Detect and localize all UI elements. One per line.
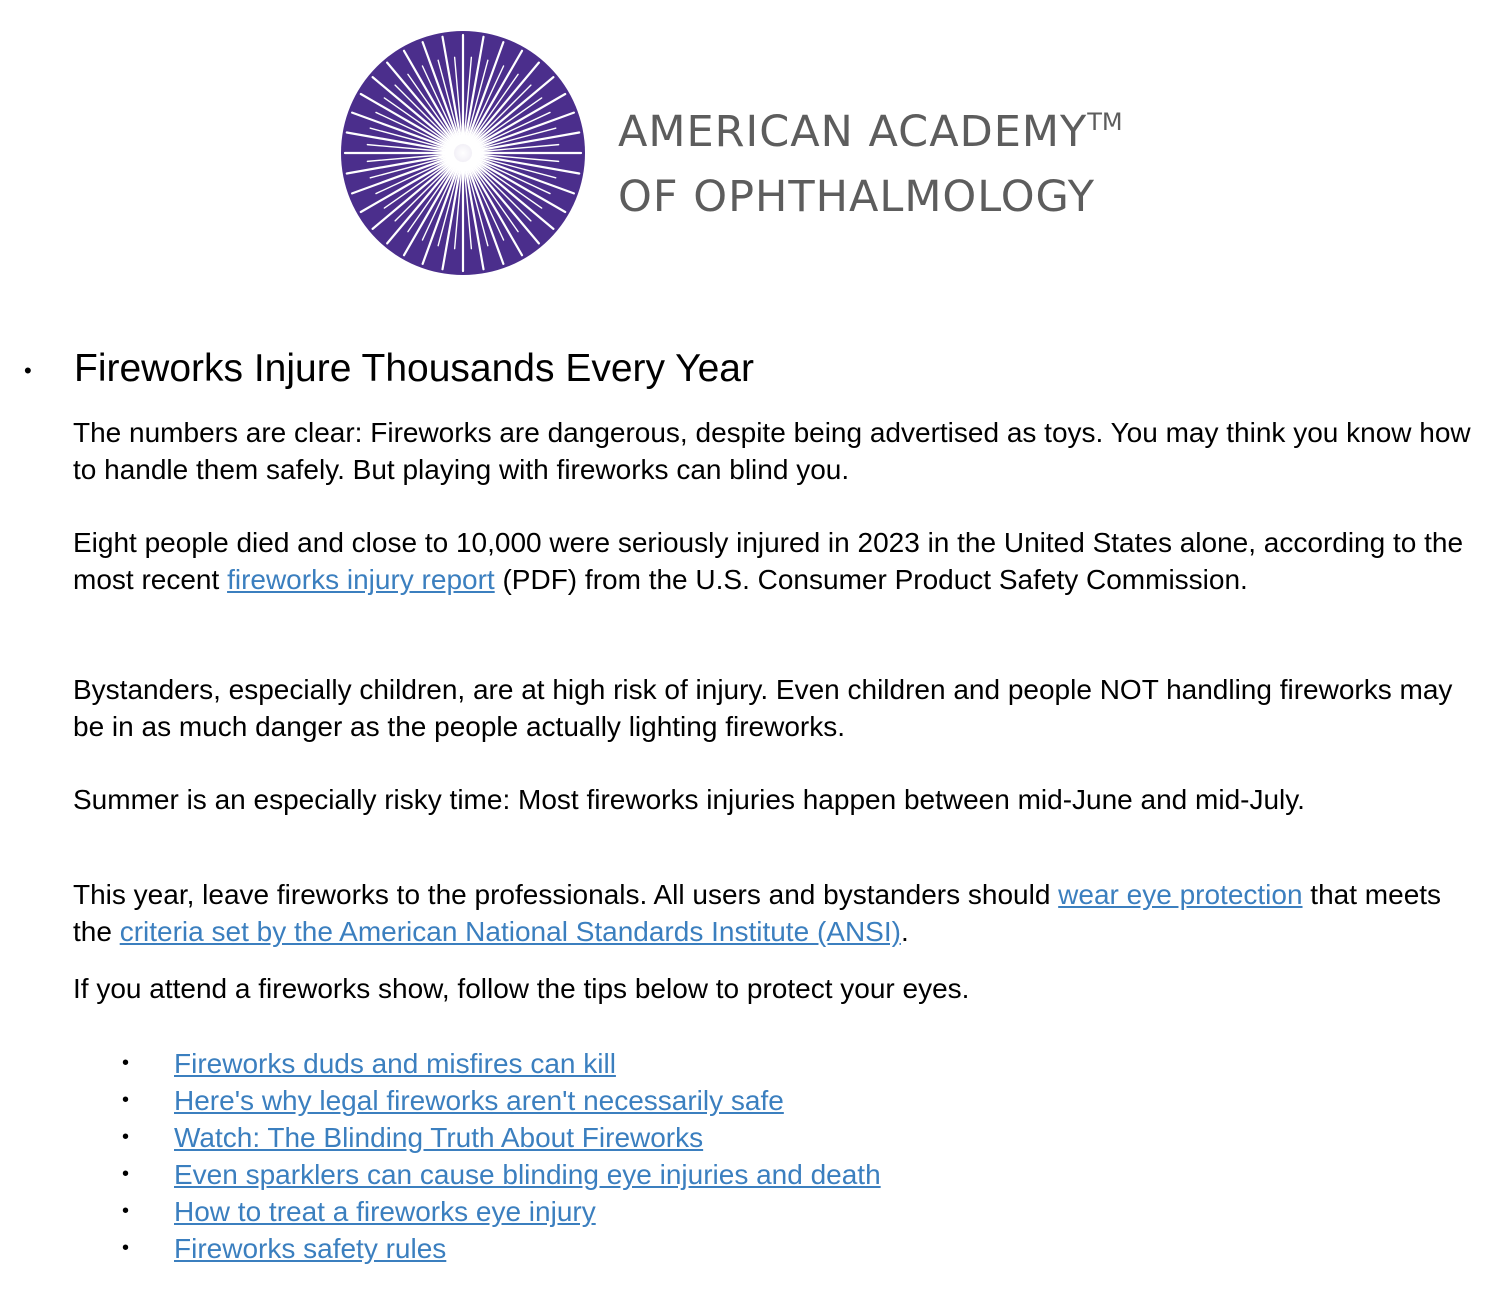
tip-link-legal-fireworks[interactable]: Here's why legal fireworks aren't necessarily safe — [174, 1085, 784, 1116]
starburst-logo-icon — [338, 28, 588, 278]
tips-intro-paragraph: If you attend a fireworks show, follow the tips below to protect your eyes. — [73, 973, 970, 1004]
ansi-criteria-link[interactable]: criteria set by the American National Standards Institute (ANSI) — [119, 916, 901, 947]
trademark-mark: TM — [1087, 108, 1123, 136]
eye-protection-text-after: . — [900, 916, 909, 947]
statistics-text-after: (PDF) from the U.S. Consumer Product Safety Commission. — [494, 564, 1248, 595]
wear-eye-protection-link[interactable]: wear eye protection — [1058, 879, 1303, 910]
tip-link-duds-misfires[interactable]: Fireworks duds and misfires can kill — [174, 1048, 616, 1079]
tip-link-treat-eye-injury[interactable]: How to treat a fireworks eye injury — [174, 1196, 596, 1227]
logo-line-1 — [618, 90, 1123, 165]
article-heading: Fireworks Injure Thousands Every Year — [74, 347, 754, 390]
list-bullet: • — [122, 1126, 130, 1148]
list-bullet: • — [122, 1237, 130, 1259]
list-bullet: • — [122, 1089, 130, 1111]
list-bullet: • — [122, 1163, 130, 1185]
summer-paragraph: Summer is an especially risky time: Most fireworks injuries happen between mid-June and mid-July. — [73, 784, 1305, 815]
intro-paragraph: The numbers are clear: Fireworks are dangerous, despite being advertised as toys. You may think you know how to handle them safely. But playing with fireworks can blind you. — [73, 417, 1471, 485]
logo-line-1-text: AMERICAN ACADEMY — [618, 107, 1088, 157]
aao-logo — [338, 28, 1208, 278]
statistics-text-before: Eight people died and close to 10,000 were seriously injured in 2023 in the United States alone, according to the most recent — [73, 527, 1464, 595]
bystanders-paragraph: Bystanders, especially children, are at high risk of injury. Even children and people NOT handling fireworks may be in as much danger as the people actually lighting fireworks. — [73, 674, 1453, 742]
eye-protection-text-middle: that meets the — [73, 879, 1442, 947]
eye-protection-text-before: This year, leave fireworks to the professionals. All users and bystanders should — [73, 879, 1059, 910]
list-bullet: • — [122, 1052, 130, 1074]
logo-line-2: OF OPHTHALMOLOGY — [618, 172, 1095, 222]
tip-link-safety-rules[interactable]: Fireworks safety rules — [174, 1233, 447, 1264]
section-bullet: • — [24, 358, 32, 383]
tip-link-blinding-truth-video[interactable]: Watch: The Blinding Truth About Fireworks — [174, 1122, 704, 1153]
list-bullet: • — [122, 1200, 130, 1222]
tip-link-sparklers[interactable]: Even sparklers can cause blinding eye injuries and death — [174, 1159, 881, 1190]
statistics-paragraph — [73, 524, 1473, 598]
logo-wordmark — [618, 90, 1123, 230]
eye-protection-paragraph — [73, 876, 1473, 950]
fireworks-injury-report-link[interactable]: fireworks injury report — [227, 564, 495, 595]
